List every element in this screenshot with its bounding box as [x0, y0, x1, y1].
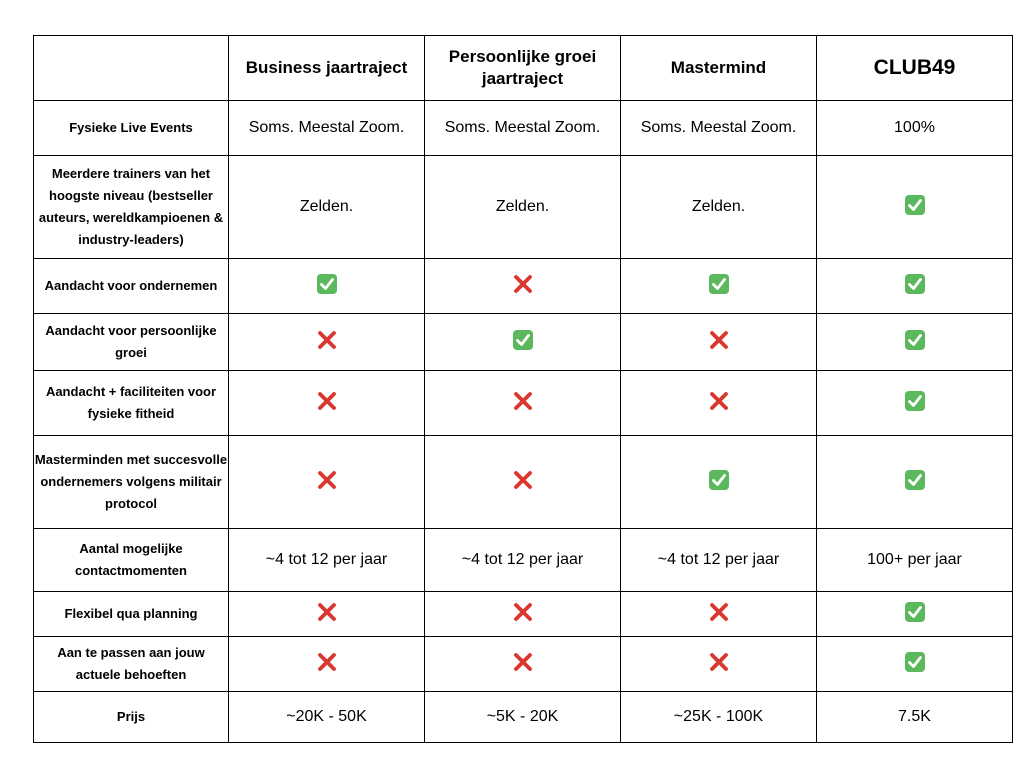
cell-persoonlijke-groei [425, 259, 621, 314]
cross-icon [316, 601, 338, 623]
corner-cell [34, 36, 229, 101]
cell-club49: 100+ per jaar [817, 529, 1013, 592]
check-icon [512, 329, 534, 351]
cross-icon [708, 601, 730, 623]
header-row [34, 36, 1013, 101]
cross-icon [316, 651, 338, 673]
row-label: Aandacht voor persoonlijke groei [34, 314, 229, 371]
cell-persoonlijke-groei [425, 637, 621, 692]
check-icon [904, 390, 926, 412]
cell-mastermind: Zelden. [621, 156, 817, 259]
cell-club49 [817, 371, 1013, 436]
check-icon [708, 469, 730, 491]
column-header-mastermind: Mastermind [621, 36, 817, 101]
table-row [34, 692, 1013, 743]
cell-mastermind [621, 436, 817, 529]
column-header-persoonlijke-groei-jaartraject: Persoonlijke groei jaartraject [425, 36, 621, 101]
cell-persoonlijke-groei [425, 371, 621, 436]
cell-club49 [817, 259, 1013, 314]
cell-club49 [817, 314, 1013, 371]
cross-icon [316, 469, 338, 491]
cell-club49: 7.5K [817, 692, 1013, 743]
row-label: Meerdere trainers van het hoogste niveau (bestseller auteurs, wereldkampioenen & industry-leaders) [34, 156, 229, 259]
cross-icon [512, 601, 534, 623]
table-row [34, 371, 1013, 436]
cell-business: ~4 tot 12 per jaar [229, 529, 425, 592]
cell-business [229, 592, 425, 637]
cross-icon [708, 390, 730, 412]
cross-icon [512, 390, 534, 412]
check-icon [904, 194, 926, 216]
cell-persoonlijke-groei: Zelden. [425, 156, 621, 259]
cell-mastermind [621, 314, 817, 371]
check-icon [904, 329, 926, 351]
cell-persoonlijke-groei [425, 314, 621, 371]
table-row [34, 436, 1013, 529]
cross-icon [708, 329, 730, 351]
table-row [34, 314, 1013, 371]
table-row [34, 156, 1013, 259]
cell-mastermind [621, 259, 817, 314]
row-label: Aandacht voor ondernemen [34, 259, 229, 314]
cell-mastermind [621, 371, 817, 436]
cell-business [229, 637, 425, 692]
cell-club49 [817, 436, 1013, 529]
cell-business [229, 371, 425, 436]
cell-persoonlijke-groei: ~4 tot 12 per jaar [425, 529, 621, 592]
check-icon [708, 273, 730, 295]
cell-persoonlijke-groei [425, 592, 621, 637]
cell-mastermind [621, 637, 817, 692]
row-label: Prijs [34, 692, 229, 743]
cell-business [229, 314, 425, 371]
column-header-club49: CLUB49 [817, 36, 1013, 101]
cell-club49: 100% [817, 101, 1013, 156]
cross-icon [708, 651, 730, 673]
cross-icon [512, 469, 534, 491]
cell-persoonlijke-groei [425, 436, 621, 529]
table-row [34, 637, 1013, 692]
cross-icon [316, 329, 338, 351]
cell-business [229, 436, 425, 529]
cross-icon [512, 651, 534, 673]
cell-business [229, 259, 425, 314]
column-header-business-jaartraject: Business jaartraject [229, 36, 425, 101]
cell-business: Zelden. [229, 156, 425, 259]
table-row [34, 259, 1013, 314]
table-row [34, 101, 1013, 156]
check-icon [904, 651, 926, 673]
row-label: Masterminden met succesvolle ondernemers volgens militair protocol [34, 436, 229, 529]
row-label: Fysieke Live Events [34, 101, 229, 156]
row-label: Flexibel qua planning [34, 592, 229, 637]
cross-icon [512, 273, 534, 295]
cell-mastermind: ~4 tot 12 per jaar [621, 529, 817, 592]
cell-persoonlijke-groei: Soms. Meestal Zoom. [425, 101, 621, 156]
cell-mastermind: Soms. Meestal Zoom. [621, 101, 817, 156]
cell-club49 [817, 592, 1013, 637]
cross-icon [316, 390, 338, 412]
comparison-table [33, 35, 1013, 743]
cell-business: Soms. Meestal Zoom. [229, 101, 425, 156]
table-row [34, 592, 1013, 637]
table-row [34, 529, 1013, 592]
cell-club49 [817, 156, 1013, 259]
check-icon [316, 273, 338, 295]
cell-business: ~20K - 50K [229, 692, 425, 743]
row-label: Aandacht + faciliteiten voor fysieke fitheid [34, 371, 229, 436]
check-icon [904, 601, 926, 623]
cell-club49 [817, 637, 1013, 692]
check-icon [904, 273, 926, 295]
row-label: Aantal mogelijke contactmomenten [34, 529, 229, 592]
check-icon [904, 469, 926, 491]
row-label: Aan te passen aan jouw actuele behoeften [34, 637, 229, 692]
cell-mastermind [621, 592, 817, 637]
cell-mastermind: ~25K - 100K [621, 692, 817, 743]
cell-persoonlijke-groei: ~5K - 20K [425, 692, 621, 743]
